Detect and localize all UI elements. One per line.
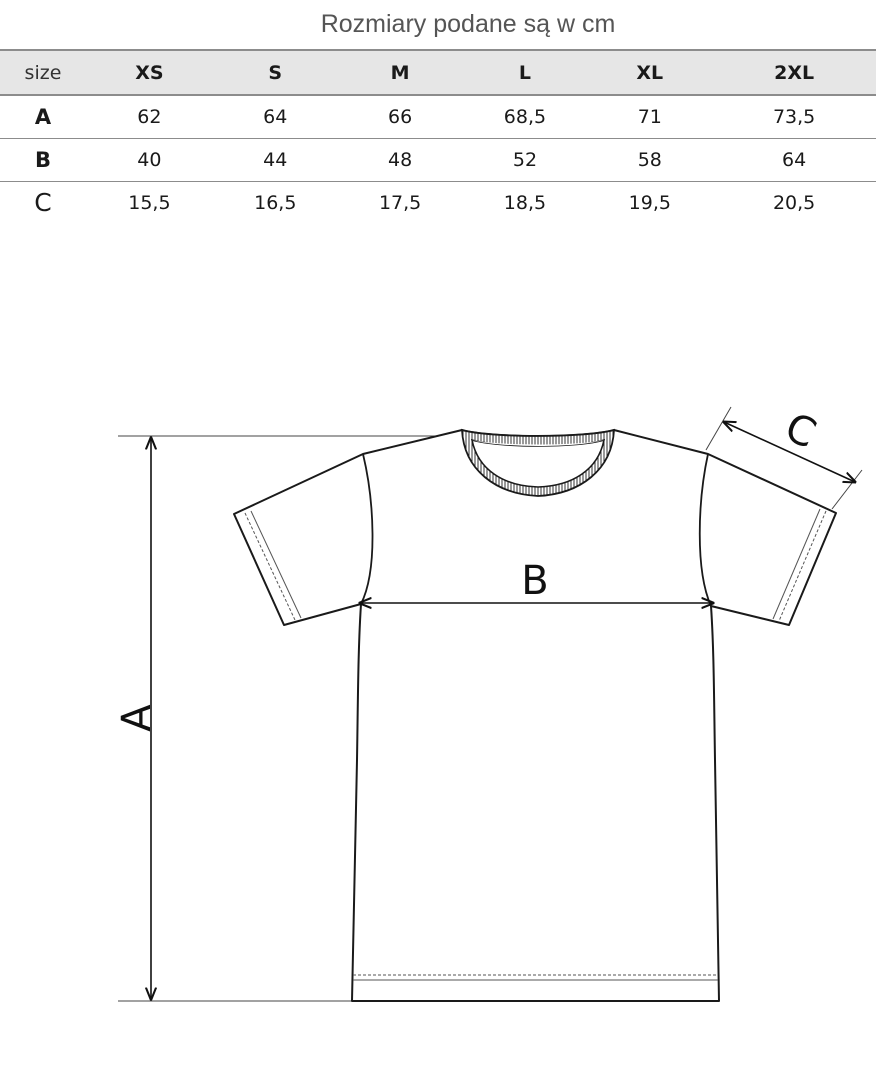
table-cell: 68,5 <box>503 105 547 128</box>
chart-title: Rozmiary podane są w cm <box>320 10 616 38</box>
table-cell: 73,5 <box>772 105 816 128</box>
table-cell: 19,5 <box>628 191 671 214</box>
header-size: XL <box>636 61 664 84</box>
row-label: A <box>34 104 52 129</box>
header-size: XS <box>135 61 164 84</box>
header-size: 2XL <box>774 61 815 84</box>
tshirt-outline <box>234 430 836 1001</box>
header-size: S <box>268 61 283 84</box>
table-cell: 64 <box>263 105 288 128</box>
table-cell: 18,5 <box>503 191 547 214</box>
table-cell: 64 <box>782 148 807 171</box>
row-label: B <box>34 147 51 172</box>
table-cell: 20,5 <box>772 191 816 214</box>
c-extension-left <box>706 407 731 450</box>
dimension-a-label: A <box>114 704 160 732</box>
header-size: M <box>390 61 410 84</box>
table-cell: 16,5 <box>254 191 297 214</box>
c-extension-right <box>832 470 862 509</box>
header-size-label: size <box>24 61 62 84</box>
table-cell: 58 <box>637 148 662 171</box>
dimension-b-label: B <box>521 558 549 604</box>
table-cell: 44 <box>263 148 288 171</box>
table-cell: 48 <box>388 148 413 171</box>
table-cell: 17,5 <box>378 191 422 214</box>
table-cell: 66 <box>388 105 413 128</box>
row-label: C <box>34 188 52 218</box>
header-size: L <box>518 61 531 84</box>
dimension-c-label: C <box>778 404 823 458</box>
table-cell: 15,5 <box>128 191 171 214</box>
table-cell: 52 <box>512 148 538 171</box>
table-cell: 71 <box>637 105 662 128</box>
table-cell: 40 <box>137 148 162 171</box>
table-cell: 62 <box>137 105 162 128</box>
